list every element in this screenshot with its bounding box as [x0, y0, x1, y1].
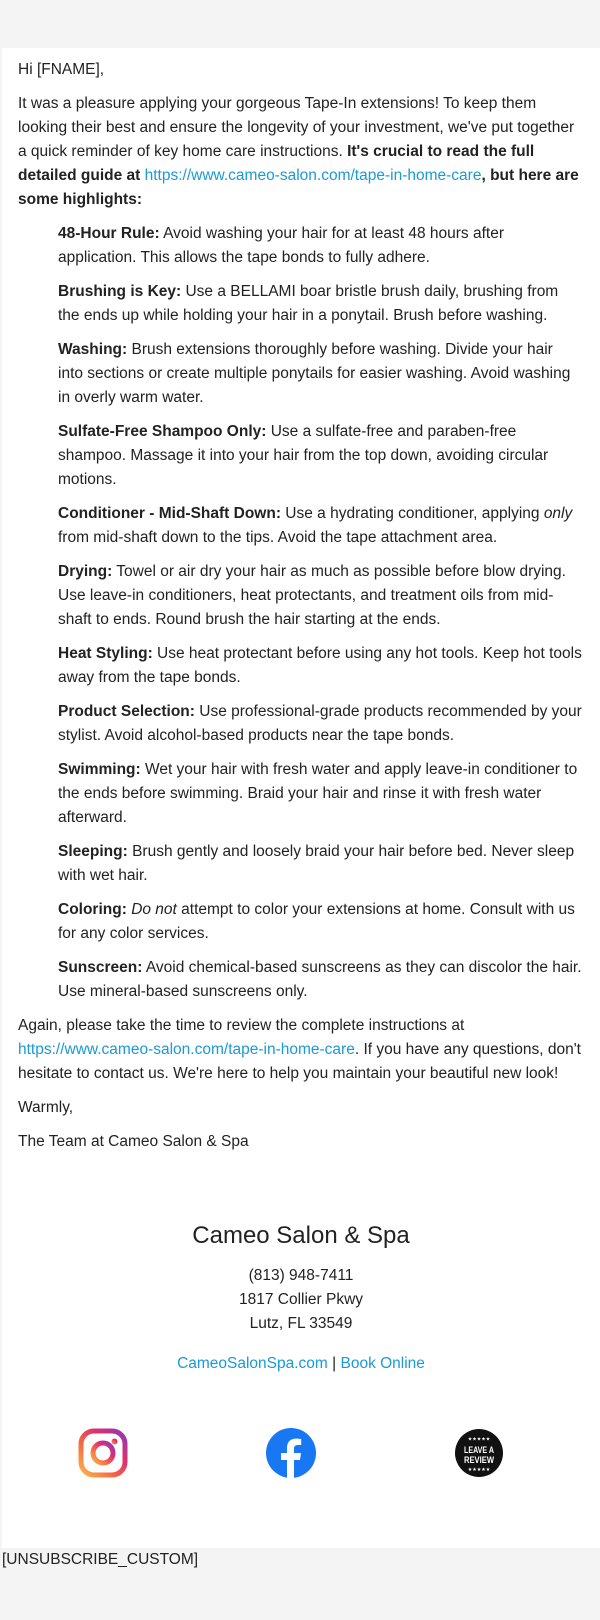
facebook-icon[interactable]	[266, 1428, 316, 1478]
intro-text: It was a pleasure applying your gorgeous Tape-In extensions! To keep them looking their best and ensure the longevity of your investment, we've put together a quick reminder of key home care instructions.	[18, 95, 575, 160]
care-tip-text: Avoid chemical-based sunscreens as they can discolor the hair. Use mineral-based sunscreens only.	[58, 959, 582, 1000]
care-tip-title: Conditioner - Mid-Shaft Down:	[58, 505, 281, 522]
leave-a-review-icon[interactable]	[454, 1428, 504, 1478]
greeting: Hi [FNAME],	[18, 61, 105, 78]
care-guide-link[interactable]: https://www.cameo-salon.com/tape-in-home-care	[144, 167, 482, 184]
care-tips-list	[58, 222, 582, 1004]
review-badge-line-1: LEAVE A	[464, 1445, 495, 1455]
email-card	[2, 48, 600, 1548]
care-tip-item	[58, 280, 582, 328]
care-tip-text: Use professional-grade products recommended by your stylist. Avoid alcohol-based products near the tape bonds.	[58, 703, 582, 744]
care-tip-item	[58, 338, 582, 410]
care-tip-item	[58, 502, 582, 550]
care-tip-text: Towel or air dry your hair as much as possible before blow drying. Use leave-in conditioners, heat protectants, and treatment oils from mid-shaft to ends. Round brush the hair starting at the ends.	[58, 563, 566, 628]
email-body	[18, 58, 582, 1164]
care-tip-text: attempt to color your extensions at home. Consult with us for any color services.	[58, 901, 575, 942]
care-tip-text: Use a sulfate-free and paraben-free shampoo. Massage it into your hair from the top down, avoiding circular motions.	[58, 423, 549, 488]
care-tip-title: Sunscreen:	[58, 959, 143, 976]
unsubscribe-placeholder: [UNSUBSCRIBE_CUSTOM]	[2, 1551, 199, 1568]
care-tip-text: Use a hydrating conditioner, applying	[281, 505, 544, 522]
svg-text:★★★★★: ★★★★★	[467, 1467, 491, 1473]
book-online-link[interactable]: Book Online	[340, 1355, 425, 1372]
intro-paragraph	[18, 92, 582, 212]
salon-address-line2: Lutz, FL 33549	[249, 1315, 353, 1332]
link-separator: |	[327, 1355, 341, 1372]
care-tip-item	[58, 642, 582, 690]
salon-phone: (813) 948-7411	[248, 1267, 354, 1284]
closing-text: Again, please take the time to review the complete instructions at	[18, 1017, 465, 1034]
salon-footer	[2, 1216, 600, 1376]
care-tip-item	[58, 420, 582, 492]
care-tip-title: 48-Hour Rule:	[58, 225, 160, 242]
care-tip-title: Sulfate-Free Shampoo Only:	[58, 423, 267, 440]
intro-emphasis: It's crucial to read the full detailed guide at	[18, 143, 535, 184]
care-tip-title: Product Selection:	[58, 703, 195, 720]
care-tip-item	[58, 840, 582, 888]
closing-paragraph	[18, 1014, 582, 1086]
care-tip-title: Coloring:	[58, 901, 127, 918]
footer-links	[2, 1352, 600, 1376]
care-tip-title: Brushing is Key:	[58, 283, 182, 300]
care-tip-text: Brush extensions thoroughly before washing. Divide your hair into sections or create multiple ponytails for easier washing. Avoid washing in overly warm water.	[58, 341, 571, 406]
intro-emphasis-end: , but here are some highlights:	[18, 167, 579, 208]
review-badge-line-2: REVIEW	[464, 1455, 495, 1465]
care-tip-title: Drying:	[58, 563, 113, 580]
social-icons	[2, 1428, 600, 1484]
website-link[interactable]: CameoSalonSpa.com	[177, 1355, 328, 1372]
care-tip-emphasis: only	[543, 505, 573, 522]
salon-name: Cameo Salon & Spa	[192, 1222, 410, 1249]
care-tip-text: Wet your hair with fresh water and apply leave-in conditioner to the ends before swimming. Braid your hair and rinse it with fresh water afterward.	[58, 761, 578, 826]
care-tip-emphasis: Do not	[131, 901, 177, 918]
care-tip-item	[58, 700, 582, 748]
care-tip-title: Heat Styling:	[58, 645, 153, 662]
svg-text:★★★★★: ★★★★★	[467, 1436, 491, 1443]
team-signature: The Team at Cameo Salon & Spa	[18, 1133, 249, 1150]
care-tip-item	[58, 956, 582, 1004]
signoff: Warmly,	[18, 1099, 74, 1116]
care-tip-title: Washing:	[58, 341, 128, 358]
care-tip-text: Avoid washing your hair for at least 48 hours after application. This allows the tape bonds to fully adhere.	[58, 225, 504, 266]
salon-address-line1: 1817 Collier Pkwy	[238, 1291, 364, 1308]
care-tip-text: Brush gently and loosely braid your hair before bed. Never sleep with wet hair.	[58, 843, 575, 884]
care-tip-item	[58, 560, 582, 632]
care-tip-text: Use heat protectant before using any hot tools. Keep hot tools away from the tape bonds.	[58, 645, 582, 686]
care-tip-text: Use a BELLAMI boar bristle brush daily, brushing from the ends up while holding your hair in a ponytail. Brush before washing.	[58, 283, 559, 324]
care-tip-title: Sleeping:	[58, 843, 128, 860]
care-tip-item	[58, 758, 582, 830]
care-tip-text: from mid-shaft down to the tips. Avoid the tape attachment area.	[58, 529, 498, 546]
care-tip-title: Swimming:	[58, 761, 141, 778]
care-tip-item	[58, 222, 582, 270]
closing-text-end: . If you have any questions, don't hesitate to contact us. We're here to help you maintain your beautiful new look!	[18, 1041, 581, 1082]
care-guide-link-2[interactable]: https://www.cameo-salon.com/tape-in-home-care	[18, 1041, 355, 1058]
care-tip-item	[58, 898, 582, 946]
instagram-icon[interactable]	[78, 1428, 128, 1478]
